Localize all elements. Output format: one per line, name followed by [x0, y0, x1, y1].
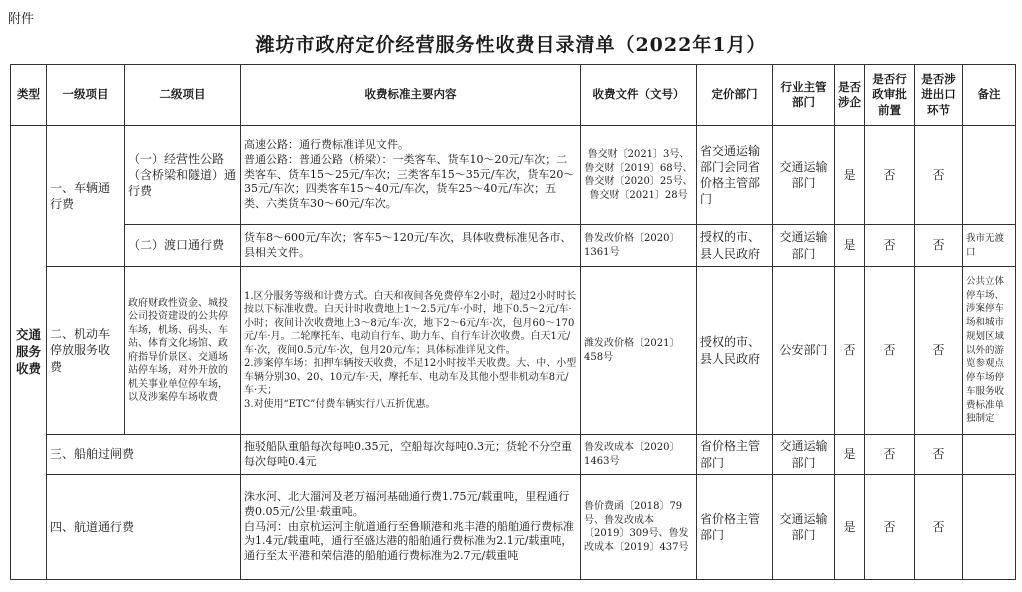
doc-cell: 鲁发改成本〔2020〕1463号: [581, 435, 697, 475]
import-export-cell: 否: [915, 225, 963, 267]
table-row: [11, 267, 1016, 435]
header-level1: 一级项目: [47, 65, 125, 126]
approval-cell: 否: [865, 475, 915, 580]
dept-cell: 授权的市、县人民政府: [697, 267, 773, 435]
doc-cell: 潍发改价格〔2021〕458号: [581, 267, 697, 435]
industry-cell: 公安部门: [773, 267, 835, 435]
document-title: 潍坊市政府定价经营服务性收费目录清单（2022年1月）: [255, 34, 767, 56]
enterprise-cell: 是: [835, 225, 865, 267]
table-row: [11, 225, 1016, 267]
header-row: [11, 65, 1016, 126]
approval-cell: 否: [865, 225, 915, 267]
industry-cell: 交通运输部门: [773, 475, 835, 580]
level2-cell: 政府财政性资金、城投公司投资建设的公共停车场，机场、码头、车站、体育文化场馆、政府指导价景区、交通场站停车场，对外开放的机关事业单位停车场，以及涉案停车场收费: [125, 267, 241, 435]
attachment-label: 附件: [8, 12, 35, 27]
level2-cell: （一）经营性公路（含桥梁和隧道）通行费: [125, 126, 241, 225]
notes-cell: 我市无渡口: [963, 225, 1016, 267]
header-doc: 收费文件（文号）: [581, 65, 697, 126]
notes-cell: [963, 475, 1016, 580]
enterprise-cell: 是: [835, 126, 865, 225]
import-export-cell: 否: [915, 475, 963, 580]
dept-cell: 省交通运输部门会同省价格主管部门: [697, 126, 773, 225]
table-row: [11, 435, 1016, 475]
header-content: 收费标准主要内容: [241, 65, 581, 126]
approval-cell: 否: [865, 267, 915, 435]
header-industry: 行业主管部门: [773, 65, 835, 126]
import-export-cell: 否: [915, 435, 963, 475]
notes-cell: [963, 126, 1016, 225]
header-notes: 备注: [963, 65, 1016, 126]
table-row: [11, 475, 1016, 580]
import-export-cell: 否: [915, 267, 963, 435]
dept-cell: 省价格主管部门: [697, 475, 773, 580]
fee-catalog-table: [10, 64, 1016, 580]
industry-cell: 交通运输部门: [773, 225, 835, 267]
dept-cell: 授权的市、县人民政府: [697, 225, 773, 267]
level1-cell: 二、机动车停放服务收费: [47, 267, 125, 435]
header-enterprise: 是否涉企: [835, 65, 865, 126]
approval-cell: 否: [865, 435, 915, 475]
header-import-export: 是否涉进出口环节: [915, 65, 963, 126]
header-type: 类型: [11, 65, 47, 126]
enterprise-cell: 是: [835, 475, 865, 580]
content-cell: 拖驳船队重船每次每吨0.35元，空船每次每吨0.3元；货轮不分空重每次每吨0.4元: [241, 435, 581, 475]
notes-cell: [963, 435, 1016, 475]
approval-cell: 否: [865, 126, 915, 225]
level1-cell: 三、船舶过闸费: [47, 435, 241, 475]
level2-cell: （二）渡口通行费: [125, 225, 241, 267]
enterprise-cell: 否: [835, 267, 865, 435]
enterprise-cell: 是: [835, 435, 865, 475]
category-type-cell: 交通服务收费: [11, 126, 47, 580]
table-row: [11, 126, 1016, 225]
doc-cell: 鲁交财〔2021〕3号、鲁交财〔2019〕68号、鲁交财〔2020〕25号、鲁交财〔2021〕28号: [581, 126, 697, 225]
import-export-cell: 否: [915, 126, 963, 225]
header-approval: 是否行政审批前置: [865, 65, 915, 126]
level1-cell: 一、车辆通行费: [47, 126, 125, 267]
content-cell: 货车8～600元/车次；客车5～120元/车次，具体收费标准见各市、县相关文件。: [241, 225, 581, 267]
industry-cell: 交通运输部门: [773, 126, 835, 225]
doc-cell: 鲁价费函〔2018〕79号、鲁发改成本〔2019〕309号、鲁发改成本〔2019〕437号: [581, 475, 697, 580]
content-cell: 高速公路：通行费标准详见文件。 普通公路：普通公路（桥梁）：一类客车、货车10～20元/车次；二类客车、货车15～25元/车次；三类客车15～35元/车次，货车20～35元/车次；四类客车15～40元/车次，货车25～40元/车次；五类、六类货车30～60元/车次。: [241, 126, 581, 225]
notes-cell: 公共立体停车场、涉案停车场和城市规划区域以外的游览参观点停车场停车服务收费标准单独制定: [963, 267, 1016, 435]
header-dept: 定价部门: [697, 65, 773, 126]
level1-cell: 四、航道通行费: [47, 475, 241, 580]
doc-cell: 鲁发改价格〔2020〕1361号: [581, 225, 697, 267]
content-cell: 洙水河、北大溜河及老万福河基础通行费1.75元/载重吨，里程通行费0.05元/公里·载重吨。 白马河：由京杭运河主航道通行至鲁顺港和兆丰港的船舶通行费标准为1.4元/载重吨，通行至盛达港的船舶通行费标准为2.1元/载重吨，通行至太平港和荣信港的船舶通行费标准为2.7元/载重吨: [241, 475, 581, 580]
header-level2: 二级项目: [125, 65, 241, 126]
content-cell: 1.区分服务等级和计费方式。白天和夜间各免费停车2小时，超过2小时时长按以下标准收费。白天计时收费地上1～2.5元/车·小时，地下0.5～2元/车·小时；夜间计次收费地上3～8元/车·次，地下2～6元/车·次，包月60～170元/车·月。二轮摩托车、电动自行车、助力车、自行车计次收费。白天1元/车·次，夜间0.5元/车·次，包月20元/车；具体标准详见文件。 2.涉案停车场：扣押车辆按天收费，不足12小时按半天收费。大、中、小型车辆分别30、20、10元/车·天，摩托车、电动车及其他小型非机动车8元/车·天； 3.对使用“ETC”付费车辆实行八五折优惠。: [241, 267, 581, 435]
dept-cell: 省价格主管部门: [697, 435, 773, 475]
industry-cell: 交通运输部门: [773, 435, 835, 475]
